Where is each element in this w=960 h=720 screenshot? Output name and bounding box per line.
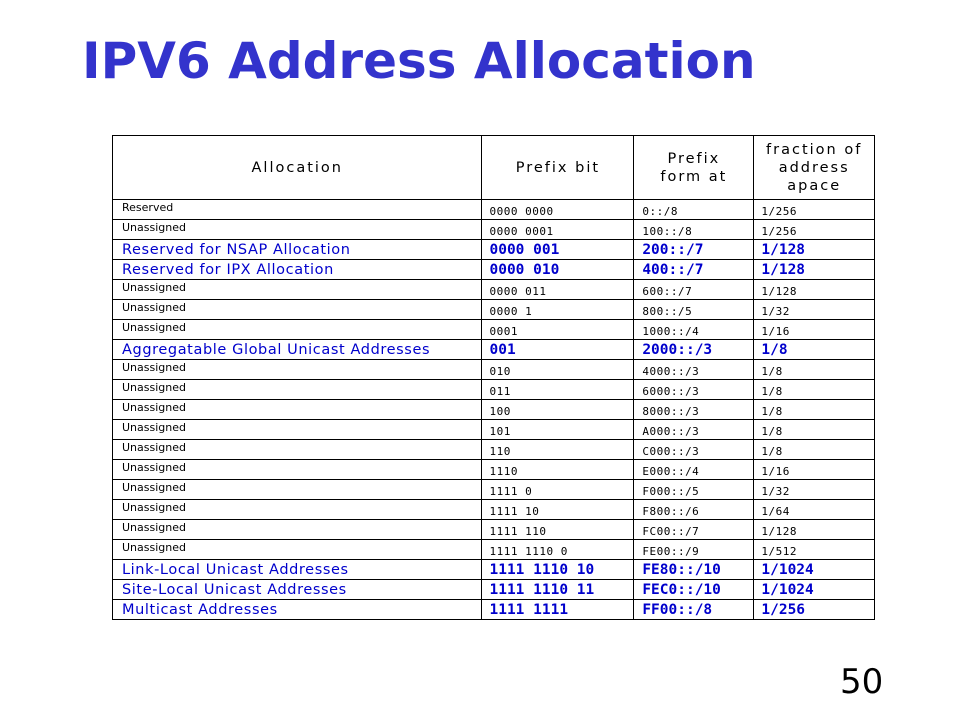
- table-row: [113, 400, 875, 420]
- prefix-bit-cell: 1111 10: [482, 500, 634, 520]
- fraction-cell: 1/512: [754, 540, 875, 560]
- fraction-cell: 1/16: [754, 460, 875, 480]
- prefix-format-cell: A000::/3: [634, 420, 754, 440]
- fraction-cell: 1/8: [754, 420, 875, 440]
- table-row: [113, 540, 875, 560]
- prefix-format-cell: 0::/8: [634, 200, 754, 220]
- allocation-cell: Unassigned: [113, 280, 482, 300]
- prefix-format-cell: 4000::/3: [634, 360, 754, 380]
- prefix-bit-cell: 0000 0000: [482, 200, 634, 220]
- allocation-cell: Unassigned: [113, 500, 482, 520]
- prefix-format-cell: 1000::/4: [634, 320, 754, 340]
- fraction-cell: 1/128: [754, 520, 875, 540]
- prefix-format-cell: FEC0::/10: [634, 580, 754, 600]
- allocation-cell: Reserved: [113, 200, 482, 220]
- prefix-format-cell: FE00::/9: [634, 540, 754, 560]
- table-row: [113, 480, 875, 500]
- table-row: [113, 360, 875, 380]
- prefix-bit-cell: 0000 1: [482, 300, 634, 320]
- prefix-bit-cell: 0000 0001: [482, 220, 634, 240]
- allocation-cell: Unassigned: [113, 460, 482, 480]
- fraction-cell: 1/64: [754, 500, 875, 520]
- fraction-cell: 1/128: [754, 280, 875, 300]
- prefix-bit-cell: 0000 001: [482, 240, 634, 260]
- allocation-cell: Reserved for NSAP Allocation: [113, 240, 482, 260]
- header-prefix-format-label: Prefix form at: [660, 150, 728, 185]
- prefix-bit-cell: 1111 0: [482, 480, 634, 500]
- fraction-cell: 1/8: [754, 340, 875, 360]
- table-row: [113, 300, 875, 320]
- fraction-cell: 1/8: [754, 400, 875, 420]
- fraction-cell: 1/32: [754, 480, 875, 500]
- allocation-cell: Unassigned: [113, 400, 482, 420]
- fraction-cell: 1/128: [754, 240, 875, 260]
- allocation-cell: Unassigned: [113, 220, 482, 240]
- prefix-bit-cell: 101: [482, 420, 634, 440]
- header-prefix-bit: [482, 136, 634, 200]
- table-row: [113, 520, 875, 540]
- fraction-cell: 1/8: [754, 440, 875, 460]
- fraction-cell: 1/16: [754, 320, 875, 340]
- table-header-row: [113, 136, 875, 200]
- prefix-format-cell: 800::/5: [634, 300, 754, 320]
- header-prefix-format: [634, 136, 754, 200]
- prefix-bit-cell: 1111 1110 0: [482, 540, 634, 560]
- allocation-cell: Aggregatable Global Unicast Addresses: [113, 340, 482, 360]
- prefix-format-cell: FC00::/7: [634, 520, 754, 540]
- prefix-format-cell: 6000::/3: [634, 380, 754, 400]
- prefix-bit-cell: 0000 010: [482, 260, 634, 280]
- prefix-format-cell: E000::/4: [634, 460, 754, 480]
- allocation-cell: Unassigned: [113, 440, 482, 460]
- allocation-cell: Unassigned: [113, 320, 482, 340]
- header-allocation: [113, 136, 482, 200]
- prefix-bit-cell: 0000 011: [482, 280, 634, 300]
- allocation-table: [112, 135, 875, 620]
- table-row: [113, 320, 875, 340]
- prefix-format-cell: FE80::/10: [634, 560, 754, 580]
- allocation-cell: Unassigned: [113, 520, 482, 540]
- table-row: [113, 600, 875, 620]
- allocation-cell: Unassigned: [113, 360, 482, 380]
- prefix-bit-cell: 1111 1110 10: [482, 560, 634, 580]
- table-row: [113, 460, 875, 480]
- fraction-cell: 1/1024: [754, 560, 875, 580]
- table-row: [113, 440, 875, 460]
- prefix-bit-cell: 110: [482, 440, 634, 460]
- table-row: [113, 340, 875, 360]
- allocation-cell: Link-Local Unicast Addresses: [113, 560, 482, 580]
- fraction-cell: 1/128: [754, 260, 875, 280]
- table-row: [113, 220, 875, 240]
- allocation-cell: Unassigned: [113, 540, 482, 560]
- fraction-cell: 1/1024: [754, 580, 875, 600]
- table-row: [113, 580, 875, 600]
- prefix-format-cell: F000::/5: [634, 480, 754, 500]
- fraction-cell: 1/256: [754, 600, 875, 620]
- allocation-cell: Unassigned: [113, 380, 482, 400]
- allocation-cell: Unassigned: [113, 420, 482, 440]
- table-row: [113, 380, 875, 400]
- prefix-format-cell: F800::/6: [634, 500, 754, 520]
- prefix-format-cell: 100::/8: [634, 220, 754, 240]
- table-row: [113, 500, 875, 520]
- fraction-cell: 1/32: [754, 300, 875, 320]
- prefix-bit-cell: 1111 110: [482, 520, 634, 540]
- prefix-bit-cell: 0001: [482, 320, 634, 340]
- prefix-format-cell: C000::/3: [634, 440, 754, 460]
- allocation-cell: Unassigned: [113, 480, 482, 500]
- prefix-bit-cell: 1111 1111: [482, 600, 634, 620]
- prefix-bit-cell: 100: [482, 400, 634, 420]
- header-fraction-label: fraction of address apace: [766, 141, 863, 194]
- allocation-cell: Reserved for IPX Allocation: [113, 260, 482, 280]
- table-row: [113, 420, 875, 440]
- prefix-format-cell: FF00::/8: [634, 600, 754, 620]
- allocation-cell: Site-Local Unicast Addresses: [113, 580, 482, 600]
- table-body: [113, 200, 875, 620]
- slide-title: IPV6 Address Allocation: [82, 32, 756, 90]
- page-number: 50: [840, 662, 884, 702]
- fraction-cell: 1/8: [754, 380, 875, 400]
- prefix-format-cell: 400::/7: [634, 260, 754, 280]
- header-allocation-label: Allocation: [251, 159, 343, 176]
- prefix-bit-cell: 1111 1110 11: [482, 580, 634, 600]
- prefix-bit-cell: 001: [482, 340, 634, 360]
- fraction-cell: 1/8: [754, 360, 875, 380]
- allocation-cell: Multicast Addresses: [113, 600, 482, 620]
- table-row: [113, 280, 875, 300]
- header-fraction: [754, 136, 875, 200]
- allocation-cell: Unassigned: [113, 300, 482, 320]
- prefix-format-cell: 8000::/3: [634, 400, 754, 420]
- prefix-format-cell: 2000::/3: [634, 340, 754, 360]
- table-row: [113, 260, 875, 280]
- prefix-bit-cell: 010: [482, 360, 634, 380]
- table-row: [113, 200, 875, 220]
- prefix-bit-cell: 011: [482, 380, 634, 400]
- fraction-cell: 1/256: [754, 200, 875, 220]
- table-row: [113, 240, 875, 260]
- prefix-format-cell: 600::/7: [634, 280, 754, 300]
- table-row: [113, 560, 875, 580]
- header-prefix-bit-label: Prefix bit: [515, 159, 601, 176]
- fraction-cell: 1/256: [754, 220, 875, 240]
- prefix-bit-cell: 1110: [482, 460, 634, 480]
- prefix-format-cell: 200::/7: [634, 240, 754, 260]
